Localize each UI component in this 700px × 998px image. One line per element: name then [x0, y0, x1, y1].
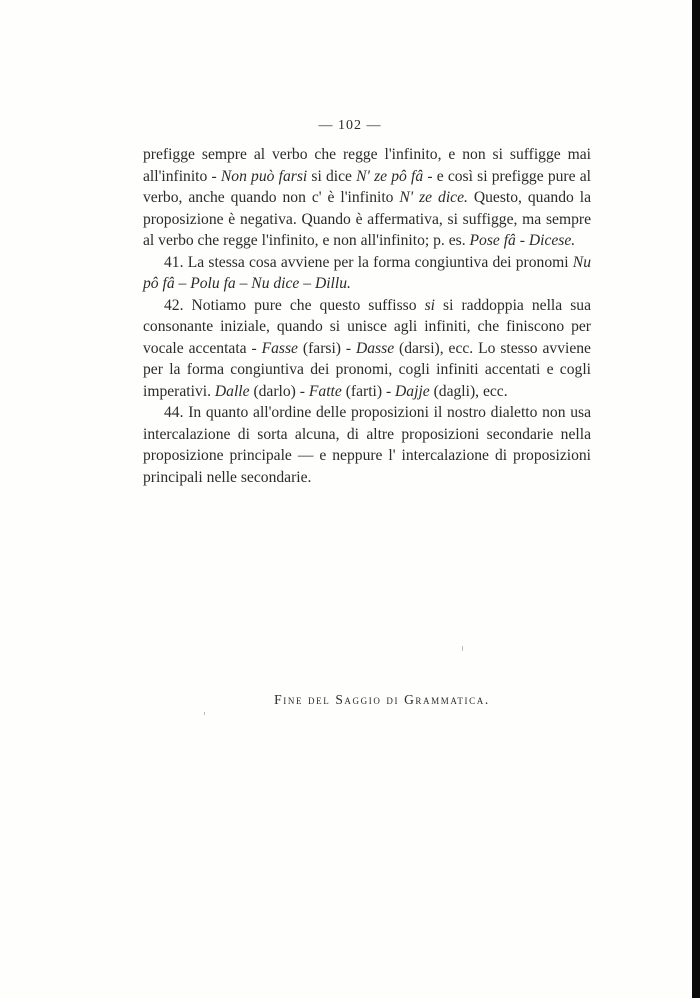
text-run: (darlo) - — [249, 382, 309, 400]
text-run: 42. Notiamo pure che questo suffisso — [164, 296, 425, 314]
italic-text: Non può farsi — [220, 167, 308, 185]
italic-text: N' ze pô fâ — [356, 167, 424, 185]
italic-text: Dalle — [214, 382, 250, 400]
text-run: (farsi) - — [297, 339, 356, 357]
text-run: Questo, quando la proposizione è negativa. Quando è affermativa, si suffigge, ma sempre al verbo che regge l'infinito, e non all'infinito; p. es. — [143, 189, 591, 249]
paragraph — [143, 144, 591, 252]
scan-speck — [462, 646, 463, 651]
text-run: 44. In quanto all'ordine delle proposizioni il nostro dialetto non usa intercalazione di sorta alcuna, di altre proposizioni secondarie nella proposizione principale — e neppure l' intercalazione di proposizioni principali nelle secondarie. — [143, 404, 591, 486]
text-run: si dice — [307, 167, 357, 185]
text-run: (farti) - — [341, 382, 396, 400]
paragraph — [143, 402, 591, 488]
italic-text: Fatte — [308, 382, 342, 400]
italic-text: Fasse — [261, 339, 298, 357]
paragraph — [143, 295, 591, 403]
italic-text: Dasse — [356, 339, 395, 357]
footer-title: Fine del Saggio di Grammatica. — [274, 692, 490, 707]
body-text — [143, 144, 591, 488]
italic-text: Dajje — [395, 382, 430, 400]
italic-text: Pose fâ - Dicese. — [469, 232, 576, 249]
italic-text: Nu pô fâ – Polu fa – Nu dice – Dillu. — [143, 253, 591, 292]
italic-text: si — [424, 296, 435, 314]
italic-text: N' ze dice. — [399, 189, 468, 206]
text-run: si raddoppia nella sua consonante iniziale, quando si unisce agli infiniti, che finiscono per vocale accentata - — [143, 296, 591, 357]
text-run: (darsi), ecc. Lo stesso avviene per la forma congiuntiva dei pronomi, cogli infiniti accentati e cogli imperativi. — [143, 339, 591, 400]
text-run: - e così si prefigge pure al verbo, anche quando non c' è l'infinito — [143, 167, 591, 206]
page-number: — 102 — — [318, 118, 382, 133]
text-run: (dagli), ecc. — [429, 382, 508, 400]
page-scan-edge — [692, 0, 700, 998]
paragraph — [143, 252, 591, 295]
text-run: prefigge sempre al verbo che regge l'infinito, e non si suffigge mai all'infinito - — [143, 146, 591, 185]
scan-speck — [204, 712, 205, 715]
text-run: 41. La stessa cosa avviene per la forma congiuntiva dei pronomi — [164, 253, 573, 271]
